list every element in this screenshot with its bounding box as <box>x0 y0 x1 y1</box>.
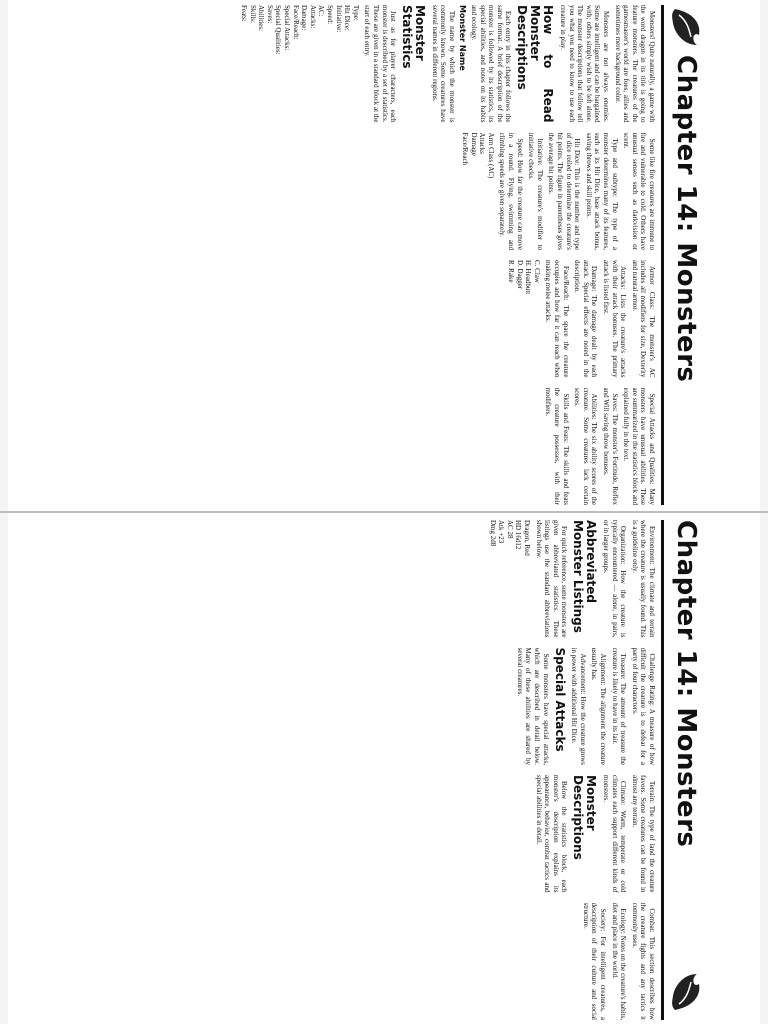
paragraph: Hit Dice: This is the number and type of dice rolled to determine the creature's hit points. The figure in parentheses gives the average hit points. <box>547 132 582 250</box>
stat-line: Attacks <box>478 132 487 154</box>
rotated-page-content <box>48 520 708 1020</box>
stat-line: R. Rake <box>507 260 516 283</box>
paragraph: Ecology: Notes on the creature's habits, diet and place in the world. <box>610 902 628 1020</box>
paragraph: Advancement: How the creature grows in power with additional Hit Dice. <box>570 647 587 765</box>
paragraph: Society: For intelligent creatures, a description of their culture and social structure. <box>581 902 608 1020</box>
text-column <box>56 260 656 378</box>
paragraph: For quick reference, some monsters are given abbreviated statistics. These listings use the standard abbreviations shown below. <box>534 520 569 638</box>
book-page-bottom <box>40 515 718 1024</box>
text-column <box>56 775 656 893</box>
text-column <box>56 520 656 638</box>
paragraph: The name by which the monster is commonly known. Some creatures have several names in different regions. <box>430 5 456 123</box>
text-column <box>56 5 656 123</box>
stat-line: Face/Reach: <box>291 5 300 40</box>
section-heading: Monster Statistics <box>400 5 428 69</box>
stat-line: Initiative: <box>334 5 343 33</box>
paragraph: Attacks: Lists the creature's attacks with their attack bonuses. The primary attack is listed first. <box>602 260 628 378</box>
stat-line: Abilities: <box>257 5 266 32</box>
paragraph: Monsters are not always enemies. Some are intelligent and can be bargained with; others simply wish to be left alone. The monster descriptions that follow tell you what you need to know to use each creature in play. <box>559 5 611 123</box>
paragraph: Organization: How the creature is typically encountered — alone, in pairs, or in larger groups. <box>602 520 628 638</box>
stat-line: Special Qualities: <box>274 5 283 55</box>
text-column <box>56 388 656 506</box>
paragraph: Environment: The climate and terrain where the creature is usually found. This is a guideline only. <box>630 520 656 638</box>
chapter-title: Chapter 14: Monsters <box>671 520 701 848</box>
stat-line: Skills: <box>248 5 257 23</box>
text-column <box>56 133 656 251</box>
paragraph: Treasure: The amount of treasure the creature is likely to have in its lair. <box>610 647 628 765</box>
rotated-page-content <box>48 5 708 505</box>
stat-line: Speed: <box>325 5 334 25</box>
stat-line: AC 28 <box>505 520 514 539</box>
text-column <box>56 903 656 1021</box>
stat-line: AC: <box>317 5 326 17</box>
stat-line: Attacks: <box>308 5 317 29</box>
dragon-ornament-icon <box>667 970 705 1014</box>
subsection-heading: Monster Name <box>458 5 468 71</box>
paragraph: Each entry in this chapter follows the same format. A brief description of the monster is followed by its statistics, its special abilities, and notes on its habits and ecology. <box>470 5 513 123</box>
stat-line: Atk +23 <box>497 520 506 544</box>
stat-line: Feats: <box>240 5 249 22</box>
chapter-header <box>661 5 708 505</box>
stat-line: HD 16d12 <box>514 520 523 550</box>
stat-line: D. Dagger <box>515 260 524 290</box>
paragraph: Some like fire creatures are immune to fire and vulnerable to cold. Others have unusual senses such as darkvision or scent. <box>622 132 656 250</box>
paragraph: Speed: How far the creature can move in a round. Flying, swimming and climbing speeds are given separately. <box>498 132 524 250</box>
section-heading: Monster Descriptions <box>571 775 599 860</box>
stat-line: Type: <box>351 5 360 21</box>
stat-line: H. Headbutt <box>524 260 533 295</box>
stat-line: Damage: <box>300 5 309 31</box>
stat-line: Arm Class (AC) <box>486 132 495 179</box>
paragraph: Below the statistics block, each monster's description explains its appearance, behavior, combat tactics and special abilities in detail. <box>534 775 569 893</box>
section-heading: Special Attacks <box>552 647 567 752</box>
text-columns <box>56 5 656 505</box>
paragraph: Just as for player characters, each monster is described by a set of statistics. These are given in a standard block at the start of each entry. <box>363 5 398 123</box>
section-heading: Abbreviated Monster Listings <box>571 520 599 633</box>
section-heading: How to Read Monster Descriptions <box>515 5 556 123</box>
dragon-ornament-icon <box>667 5 705 49</box>
paragraph: Monsters! Quite naturally, a game with the word dragon in its title is going to feature monsters. The creatures of the gamesmaster's world are foes, allies and sometimes mere background color. <box>613 5 656 123</box>
paragraph: Combat: This section describes how the creature fights and any tactics it commonly uses. <box>630 902 656 1020</box>
paragraph: Saves: The monster's Fortitude, Reflex and Will saving throw bonuses. <box>602 387 619 505</box>
paragraph: Special Attacks and Qualities: Many monsters have unusual abilities. These are summarized in the statistics block and explained fully in the text. <box>622 387 656 505</box>
chapter-title: Chapter 14: Monsters <box>671 55 701 383</box>
stat-line: Dragon, Red <box>523 520 532 556</box>
stat-line: Saves: <box>265 5 274 24</box>
paragraph: Climate: Warm, temperate or cold climates each support different kinds of monsters. <box>602 775 628 893</box>
book-page-top <box>40 0 718 510</box>
paragraph: Damage: The damage dealt by each attack. Special effects are noted in the description. <box>573 260 599 378</box>
stat-line: Hit Dice: <box>343 5 352 31</box>
paragraph: Challenge Rating: A measure of how difficult the creature is to defeat for a party of four characters. <box>630 647 656 765</box>
stat-line: Dmg 2d8 <box>488 520 497 547</box>
stat-line: Face/Reach <box>461 132 470 166</box>
paragraph: Alignment: The alignment the creature usually has. <box>590 647 608 765</box>
stat-line: C. Claw <box>532 260 541 283</box>
page-divider <box>0 511 768 513</box>
paragraph: Type and subtype: The type of a monster determines many of its features, such as its Hit Dice, base attack bonus, saving throws and skill points. <box>584 132 619 250</box>
text-column <box>56 648 656 766</box>
paragraph: Some monsters have special attacks, which are described in detail below. Many of these abilities are shared by several creatures. <box>515 647 550 765</box>
paragraph: Face/Reach: The space the creature occupies and how far it can reach when making melee attacks. <box>544 260 570 378</box>
paragraph: Armor Class: The monster's AC includes all modifiers for size, Dexterity and natural armor. <box>630 260 656 378</box>
stat-line: Damage <box>469 132 478 156</box>
stat-line: Special Attacks: <box>283 5 291 51</box>
paragraph: Initiative: The creature's modifier to initiative checks. <box>527 132 544 250</box>
paragraph: Skills and Feats: The skills and feats the creature possesses, with their modifiers. <box>544 387 570 505</box>
paragraph: Abilities: The six ability scores of the creature. Some creatures lack certain scores. <box>573 387 599 505</box>
paragraph: Terrain: The type of land the creature favors. Some creatures can be found in almost any terrain. <box>630 775 656 893</box>
chapter-header <box>661 520 708 1020</box>
text-columns <box>56 520 656 1020</box>
